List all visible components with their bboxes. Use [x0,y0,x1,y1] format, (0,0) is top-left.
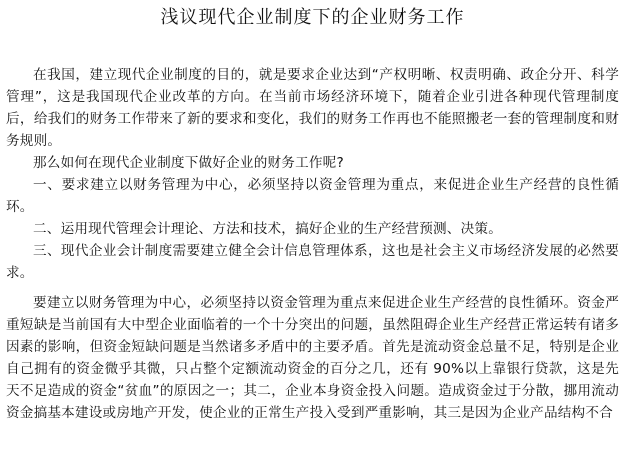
document-body [6,64,619,424]
paragraph-point-1: 一、要求建立以财务管理为中心，必须坚持以资金管理为重点，来促进企业生产经营的良性循环。 [6,177,619,215]
paragraph-question: 那么如何在现代企业制度下做好企业的财务工作呢? [33,155,344,171]
paragraph-funding: 要建立以财务管理为中心，必须坚持以资金管理为重点来促进企业生产经营的良性循环。资金严重短缺是当前国有大中型企业面临着的一个十分突出的问题，虽然阻碍企业生产经营正常运转有诸多因素的影响，但资金短缺问题是当然诸多矛盾中的主要矛盾。首先是流动资金总量不足，特别是企业自己拥有的资金微乎其微，只占整个定额流动资金的百分之几，还有 90%以上靠银行贷款，这是先天不足造成的资金“贫血”的原因之一；其二，企业本身资金投入问题。造成资金过于分散，挪用流动资金搞基本建设或房地产开发，使企业的正常生产投入受到严重影响，其三是因为企业产品结构不合 [6,295,619,421]
paragraph-point-2: 二、运用现代管理会计理论、方法和技术，搞好企业的生产经营预测、决策。 [33,221,502,237]
paragraph-intro: 在我国，建立现代企业制度的目的，就是要求企业达到“产权明晰、权责明确、政企分开、科学管理”，这是我国现代企业改革的方向。在当前市场经济环境下，随着企业引进各种现代管理制度后，给我们的财务工作带来了新的要求和变化，我们的财务工作再也不能照搬老一套的管理制度和财务规则。 [6,67,619,149]
paragraph-point-3: 三、现代企业会计制度需要建立健全会计信息管理体系，这也是社会主义市场经济发展的必然要求。 [6,243,619,281]
document-title: 浅议现代企业制度下的企业财务工作 [160,7,465,28]
